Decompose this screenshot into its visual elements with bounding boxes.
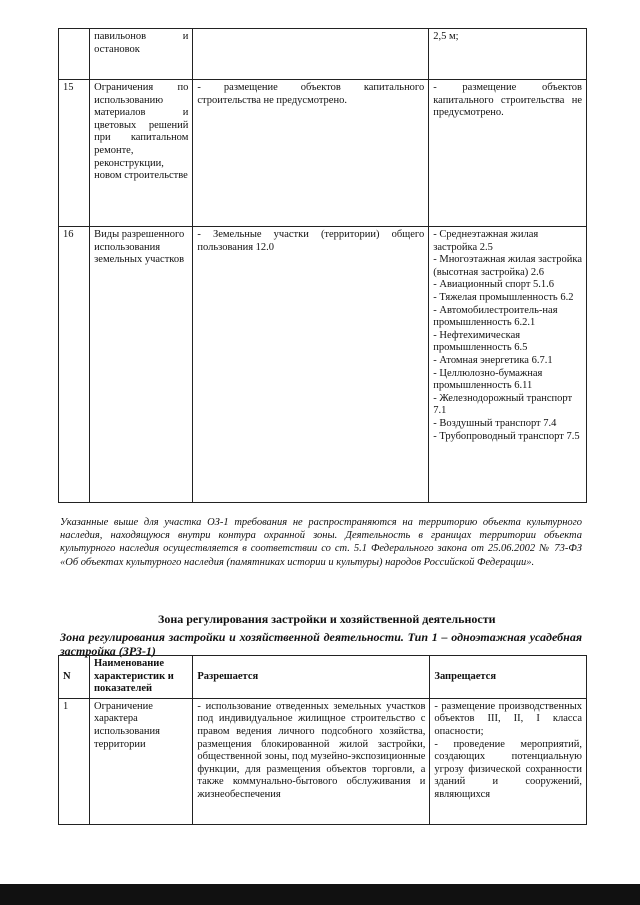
table-row xyxy=(59,29,587,80)
row-number-cell: 16 xyxy=(59,227,90,503)
list-item: - Многоэтажная жилая застройка (высотная застройка) 2.6 xyxy=(433,254,582,278)
row-number-cell: 1 xyxy=(59,698,90,824)
allowed-cell: - размещение объектов капитального строительства не предусмотрено. xyxy=(193,80,429,227)
subsection-title: Зона регулирования застройки и хозяйственной деятельности. Тип 1 – одноэтажная усадебная застройка (ЗРЗ-1) xyxy=(60,630,582,658)
characteristic-cell: Ограничения по использованию материалов и цветовых решений при капитальном ремонте, реконструкции, новом строительстве xyxy=(90,80,193,227)
list-item: - Тяжелая промышленность 6.2 xyxy=(433,291,574,303)
list-item: - Железнодорожный транспорт 7.1 xyxy=(433,392,573,417)
scan-bottom-edge xyxy=(0,884,640,905)
list-item: - проведение мероприятий, создающих потенциальную угрозу физической сохранности зданий и сооружений, являющихся xyxy=(434,738,582,800)
list-item: - Среднеэтажная жилая застройка 2.5 xyxy=(433,229,539,253)
forbidden-cell xyxy=(429,227,587,503)
forbidden-cell xyxy=(430,698,587,824)
list-item: - Авиационный спорт 5.1.6 xyxy=(433,279,555,291)
footnote-text: Указанные выше для участка ОЗ-1 требования не распространяются на территорию объекта культурного наследия, находящуюся внутри контура охранной зоны. Деятельность в границах территории объекта культурного наследия осуществляется в соответствии со ст. 5.1 Федерального закона от 25.06.2002 № 73-ФЗ «Об объектах культурного наследия (памятниках истории и культуры) народов Российской Федерации». xyxy=(60,517,582,568)
table-header-row xyxy=(59,656,587,699)
forbidden-cell: - размещение объектов капитального строительства не предусмотрено. xyxy=(429,80,587,227)
list-item: - Нефтехимическая промышленность 6.5 xyxy=(433,329,528,354)
characteristic-cell: Ограничение характера использования территории xyxy=(90,698,193,824)
list-item: - Трубопроводный транспорт 7.5 xyxy=(433,430,580,442)
list-item: - Автомобилестроитель-ная промышленность 6.2.1 xyxy=(433,304,558,329)
allowed-cell xyxy=(193,29,429,80)
row-number-cell xyxy=(59,29,90,80)
header-name: Наименование характеристик и показателей xyxy=(90,656,193,699)
forbidden-cell: 2,5 м; xyxy=(429,29,587,80)
header-forbidden: Запрещается xyxy=(430,656,587,699)
table-row xyxy=(59,80,587,227)
characteristic-cell: павильонов и остановок xyxy=(90,29,193,80)
list-item: - Воздушный транспорт 7.4 xyxy=(433,417,557,429)
header-num: N xyxy=(59,656,90,699)
allowed-cell: - Земельные участки (территории) общего пользования 12.0 xyxy=(193,227,429,503)
section-title: Зона регулирования застройки и хозяйственной деятельности xyxy=(158,612,496,626)
zone-regulations-table xyxy=(58,655,587,825)
characteristic-cell: Виды разрешенного использования земельных участков xyxy=(90,227,193,503)
list-item: - Целлюлозно-бумажная промышленность 6.11 xyxy=(433,367,543,392)
list-item: - Атомная энергетика 6.7.1 xyxy=(433,354,553,366)
table-row xyxy=(59,227,587,503)
allowed-cell: - использование отведенных земельных участков под индивидуальное жилищное строительство с правом ведения личного подсобного хозяйства, размещения блокированной жилой застройки, общественной зоны, под музейно-экспозиционные функции, для размещения объектов торговли, а также коммунально-бытового обслуживания и жизнеобеспечения xyxy=(193,698,430,824)
list-item: - размещение производственных объектов III, II, I класса опасности; xyxy=(434,700,582,737)
table-row xyxy=(59,698,587,824)
header-allowed: Разрешается xyxy=(193,656,430,699)
row-number-cell: 15 xyxy=(59,80,90,227)
regulations-table-continued xyxy=(58,28,587,503)
